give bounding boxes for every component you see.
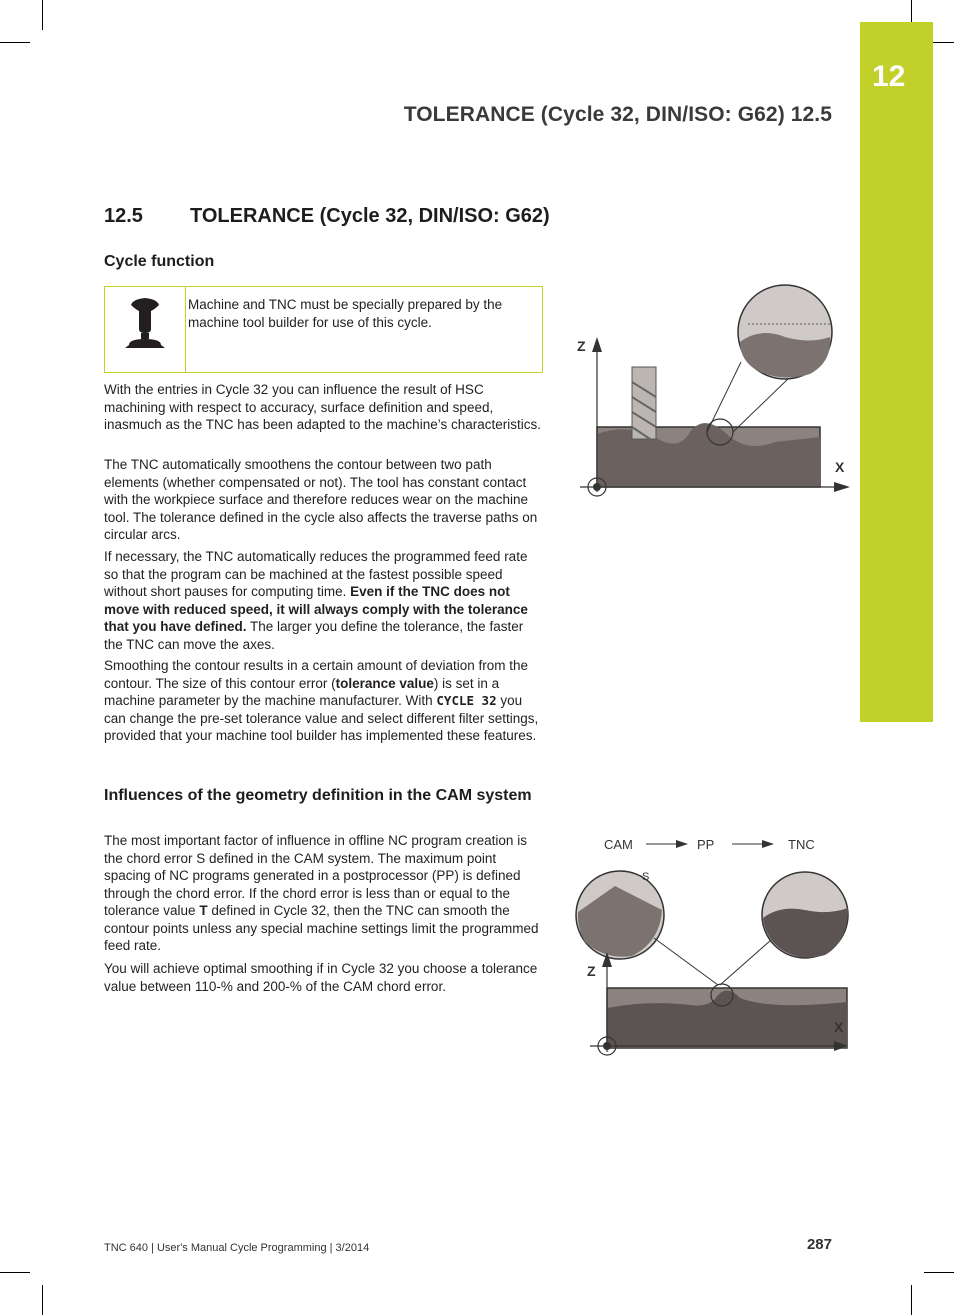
paragraph-text: If necessary, the TNC automatically reduces the programmed feed rate so that the program can be machined at the fastest possible speed without short pauses for computing time.: [104, 549, 528, 599]
flow-arrow-head: [676, 840, 688, 848]
paragraph: The TNC automatically smoothens the contour between two path elements (whether compensated or not). The tool has constant contact with the workpiece surface and therefore reduces wear on the machine tool. The tolerance defined in the cycle also affects the traverse paths on circular arcs.: [104, 457, 538, 542]
subheading-cam-influences: Influences of the geometry definition in the CAM system: [104, 787, 532, 804]
origin-marker-dot: [593, 483, 601, 491]
tolerance-value-term: tolerance value: [335, 675, 434, 691]
tnc-label: TNC: [788, 837, 815, 852]
z-axis-arrow: [592, 337, 602, 352]
zoom-line: [707, 362, 741, 432]
x-axis-label: X: [834, 1019, 844, 1035]
crop-mark: [42, 1285, 43, 1315]
pp-label: PP: [697, 837, 715, 852]
z-axis-label: Z: [577, 338, 586, 354]
running-header: TOLERANCE (Cycle 32, DIN/ISO: G62) 12.5: [403, 103, 832, 126]
section-title: [104, 205, 550, 228]
machine-note-box: [104, 286, 543, 373]
paragraph-text: you can change the pre-set tolerance value and select different filter settings, provided that your machine tool builder has implemented these features.: [104, 693, 539, 743]
crop-mark: [0, 42, 30, 43]
paragraph: [104, 548, 544, 653]
paragraph: [104, 657, 544, 745]
paragraph-text: ) is set in a machine parameter by the machine manufacturer. With: [104, 675, 500, 708]
cam-label: CAM: [604, 837, 633, 852]
cycle-32-term: CYCLE 32: [436, 693, 497, 708]
note-text: Machine and TNC must be specially prepared by the machine tool builder for use of this cycle.: [188, 297, 503, 330]
x-axis-arrow: [834, 482, 850, 492]
chapter-number: 12: [872, 60, 906, 93]
flow-arrow-head: [762, 840, 774, 848]
cam-pp-tnc-figure: [570, 830, 870, 1070]
tolerance-figure: [570, 282, 870, 512]
crop-mark: [42, 0, 43, 30]
x-axis-label: X: [835, 459, 845, 475]
chord-error-label: S: [642, 871, 650, 883]
section-title-text: TOLERANCE (Cycle 32, DIN/ISO: G62): [190, 205, 550, 227]
paragraph-text: Smoothing the contour results in a certain amount of deviation from the contour. The size of this contour error (: [104, 658, 528, 691]
crop-mark: [911, 1285, 912, 1315]
subheading-cycle-function: Cycle function: [104, 253, 215, 270]
note-divider: [185, 287, 186, 372]
paragraph-text: The larger you define the tolerance, the faster the TNC can move the axes.: [104, 619, 524, 652]
paragraph-bold-text: Even if the TNC does not move with reduced speed, it will always comply with the tolerance that you have defined.: [104, 584, 528, 634]
paragraph-text: The most important factor of influence in offline NC program creation is the chord error S defined in the CAM system. The maximum point spacing of NC programs generated in a postprocessor (PP) is defined through the chord error. If the chord error is less than or equal to the tolerance value: [104, 833, 527, 918]
origin-marker-dot: [603, 1042, 611, 1050]
tolerance-t-term: T: [199, 903, 208, 918]
paragraph: [104, 832, 544, 955]
paragraph-text: defined in Cycle 32, then the TNC can smooth the contour points unless any special machine settings limit the programmed feed rate.: [104, 903, 539, 953]
paragraph: With the entries in Cycle 32 you can influence the result of HSC machining with respect to accuracy, surface definition and speed, inasmuch as the TNC has been adapted to the machine’s characteristics.: [104, 382, 541, 432]
section-number: 12.5: [104, 205, 143, 227]
zoom-line: [654, 938, 718, 985]
chapter-tab: [860, 22, 933, 722]
z-axis-label: Z: [587, 963, 596, 979]
tnc-detail-material: [763, 908, 848, 958]
footer-text: TNC 640 | User's Manual Cycle Programming | 3/2014: [104, 1242, 370, 1254]
page-number: 287: [806, 1236, 832, 1253]
machine-builder-icon: [119, 295, 179, 365]
zoom-line: [733, 377, 790, 432]
zoom-line: [720, 940, 771, 985]
crop-mark: [924, 1272, 954, 1273]
paragraph: You will achieve optimal smoothing if in Cycle 32 you choose a tolerance value between 110-% and 200-% of the CAM chord error.: [104, 961, 538, 994]
crop-mark: [0, 1272, 30, 1273]
